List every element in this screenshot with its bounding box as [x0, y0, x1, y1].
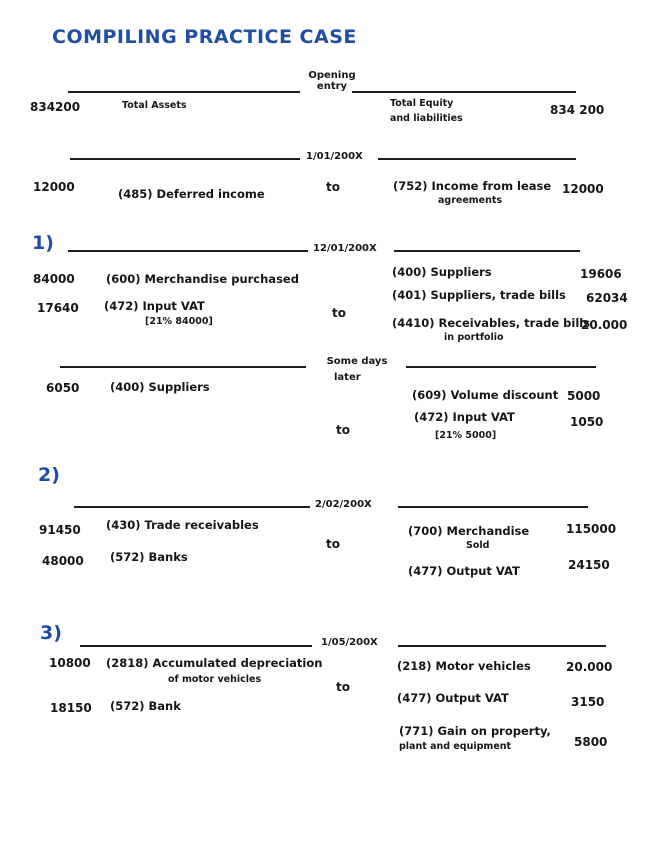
debit-account: Total Assets — [122, 100, 187, 111]
page-title: COMPILING PRACTICE CASE — [52, 26, 357, 48]
debit-amount: 834200 — [30, 100, 81, 114]
credit-amount: 5800 — [574, 735, 608, 749]
credit-amount: 19606 — [580, 267, 622, 281]
to-label: to — [326, 537, 340, 551]
credit-account: Total Equity — [390, 98, 454, 109]
divider-line — [398, 506, 588, 508]
debit-account: (572) Banks — [110, 550, 188, 564]
credit-account: (752) Income from lease — [393, 179, 552, 193]
credit-account: (700) Merchandise — [408, 524, 530, 538]
entry-date: Some days — [326, 356, 388, 367]
debit-amount: 6050 — [46, 381, 80, 395]
debit-account: (472) Input VAT — [104, 299, 205, 313]
debit-amount: 18150 — [50, 701, 92, 715]
entry-date: 2/02/200X — [315, 499, 372, 510]
credit-account: (400) Suppliers — [392, 265, 492, 279]
credit-amount: 12000 — [562, 182, 604, 196]
credit-account: (477) Output VAT — [408, 564, 520, 578]
to-label: to — [326, 180, 340, 194]
credit-account-line2: in portfolio — [444, 332, 504, 343]
credit-account-line2: Sold — [466, 540, 490, 551]
credit-amount: 1050 — [570, 415, 604, 429]
debit-account: (485) Deferred income — [118, 187, 265, 201]
divider-line — [68, 91, 300, 93]
credit-account: (218) Motor vehicles — [397, 659, 531, 673]
debit-amount: 84000 — [33, 272, 75, 286]
debit-account-line2: of motor vehicles — [168, 674, 262, 685]
debit-account: (572) Bank — [110, 699, 181, 713]
section-number: 1) — [32, 232, 54, 254]
credit-account: (401) Suppliers, trade bills — [392, 288, 566, 302]
to-label: to — [332, 306, 346, 320]
divider-line — [70, 158, 300, 160]
debit-amount: 12000 — [33, 180, 75, 194]
divider-line — [394, 250, 580, 252]
debit-account: (600) Merchandise purchased — [106, 272, 299, 286]
credit-amount: 20.000 — [566, 660, 613, 674]
debit-amount: 17640 — [37, 301, 79, 315]
credit-account: (771) Gain on property, — [399, 724, 551, 738]
divider-line — [378, 158, 576, 160]
entry-date: 12/01/200X — [313, 243, 377, 254]
credit-account-line2: plant and equipment — [399, 741, 512, 752]
divider-line — [60, 366, 306, 368]
credit-amount: 62034 — [586, 291, 628, 305]
entry-date: 1/01/200X — [306, 151, 363, 162]
divider-line — [74, 506, 310, 508]
credit-amount: 20.000 — [581, 318, 628, 332]
credit-account-line2: and liabilities — [390, 113, 463, 124]
divider-line — [68, 250, 308, 252]
credit-amount: 24150 — [568, 558, 610, 572]
credit-account-line2: agreements — [438, 195, 503, 206]
debit-amount: 48000 — [42, 554, 84, 568]
debit-account-note: [21% 84000] — [145, 316, 213, 327]
to-label: to — [336, 423, 350, 437]
section-number: 3) — [40, 622, 62, 644]
entry-date-label: Opening entry — [308, 70, 356, 92]
divider-line — [352, 91, 576, 93]
divider-line — [406, 366, 596, 368]
credit-amount: 834 200 — [550, 103, 605, 117]
section-number: 2) — [38, 464, 60, 486]
credit-account-note: [21% 5000] — [435, 430, 497, 441]
divider-line — [80, 645, 312, 647]
debit-amount: 10800 — [49, 656, 91, 670]
entry-date: 1/05/200X — [321, 637, 378, 648]
entry-date-line2: later — [334, 372, 361, 383]
debit-account: (2818) Accumulated depreciation — [106, 656, 323, 670]
credit-account: (472) Input VAT — [414, 410, 515, 424]
to-label: to — [336, 680, 350, 694]
credit-account: (609) Volume discount — [412, 388, 559, 402]
debit-account: (400) Suppliers — [110, 380, 210, 394]
credit-account: (477) Output VAT — [397, 691, 509, 705]
debit-account: (430) Trade receivables — [106, 518, 259, 532]
credit-amount: 5000 — [567, 389, 601, 403]
debit-amount: 91450 — [39, 523, 81, 537]
credit-amount: 115000 — [566, 522, 617, 536]
credit-account: (4410) Receivables, trade bills — [392, 316, 591, 330]
divider-line — [398, 645, 606, 647]
credit-amount: 3150 — [571, 695, 605, 709]
